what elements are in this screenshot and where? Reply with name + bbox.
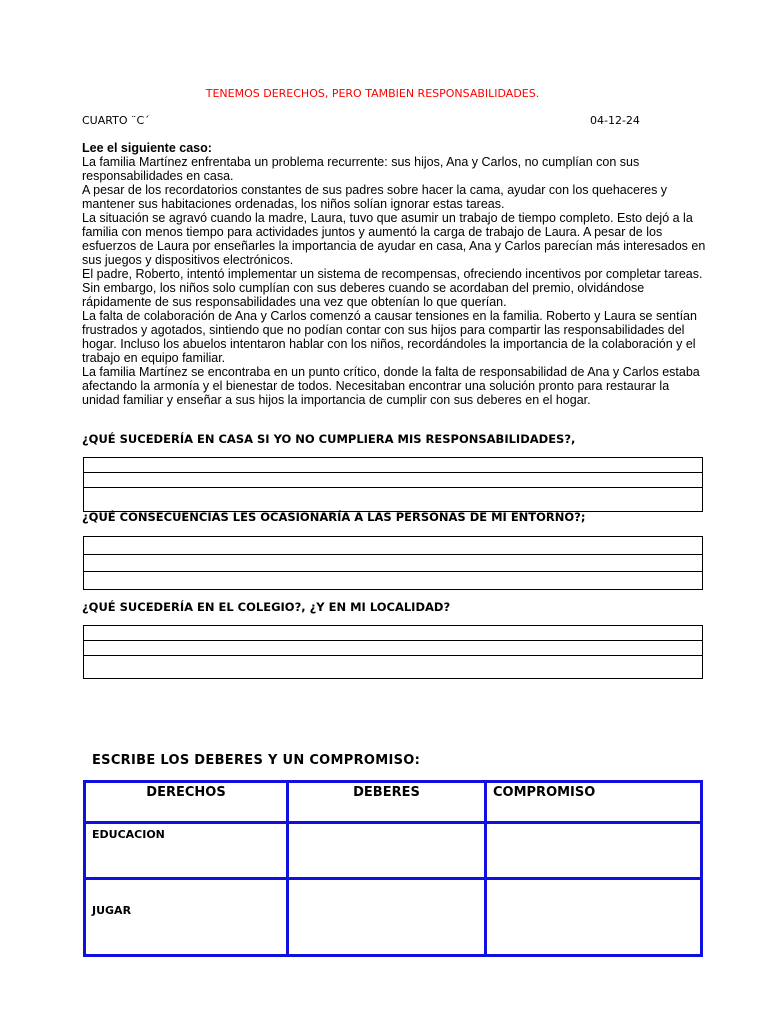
answer-line[interactable] <box>84 656 702 678</box>
story-heading: Lee el siguiente caso: <box>82 141 212 155</box>
question-3: ¿QUÉ SUCEDERÍA EN EL COLEGIO?, ¿Y EN MI LOCALIDAD? <box>82 600 451 614</box>
header-derechos: DERECHOS <box>85 782 288 823</box>
question-1: ¿QUÉ SUCEDERÍA EN CASA SI YO NO CUMPLIERA MIS RESPONSABILIDADES?, <box>82 432 576 446</box>
answer-line[interactable] <box>84 626 702 641</box>
question-2: ¿QUÉ CONSECUENCIAS LES OCASIONARÍA A LAS PERSONAS DE MI ENTORNO?; <box>82 510 586 524</box>
story-paragraph: La familia Martínez se encontraba en un punto crítico, donde la falta de responsabilidad de Ana y Carlos estaba afectando la armonía y el bienestar de todos. Necesitaban encontrar una solución pronto para restaurar la unidad familiar y enseñar a sus hijos la importancia de cumplir con sus deberes en el hogar. <box>82 365 700 407</box>
header-deberes: DEBERES <box>288 782 486 823</box>
story-paragraph: La familia Martínez enfrentaba un problema recurrente: sus hijos, Ana y Carlos, no cumplían con sus responsabilidades en casa. <box>82 155 640 183</box>
answer-line[interactable] <box>84 555 702 572</box>
answer-box-1 <box>83 457 703 512</box>
answer-line[interactable] <box>84 488 702 511</box>
answer-line[interactable] <box>84 537 702 555</box>
table-header-row <box>85 782 702 823</box>
answer-box-3 <box>83 625 703 679</box>
story-paragraph: A pesar de los recordatorios constantes de sus padres sobre hacer la cama, ayudar con los quehaceres y mantener sus habitaciones ordenadas, los niños solían ignorar estas tareas. <box>82 183 668 211</box>
duties-table <box>83 780 703 957</box>
answer-line[interactable] <box>84 641 702 656</box>
worksheet-title: TENEMOS DERECHOS, PERO TAMBIEN RESPONSABILIDADES. <box>205 87 540 100</box>
grade-label: CUARTO ¨C´ <box>82 114 150 127</box>
answer-box-2 <box>83 536 703 590</box>
story-paragraph: La situación se agravó cuando la madre, Laura, tuvo que asumir un trabajo de tiempo completo. Esto dejó a la familia con menos tiempo para actividades juntos y aumentó la carga de trabajo de Laura. A pesar de los esfuerzos de Laura por enseñarles la importancia de ayudar en casa, Ana y Carlos parecían más interesados en sus juegos y dispositivos electrónicos. <box>82 211 706 267</box>
row-label-educacion: EDUCACION <box>85 823 288 879</box>
date-label: 04-12-24 <box>590 114 640 127</box>
table-section-title: ESCRIBE LOS DEBERES Y UN COMPROMISO: <box>92 753 421 768</box>
story-paragraph: El padre, Roberto, intentó implementar un sistema de recompensas, ofreciendo incentivos por completar tareas. Sin embargo, los niños solo cumplían con sus deberes cuando se acordaban del premio, olvidándose rápidamente de sus responsabilidades una vez que obtenían lo que querían. <box>82 267 703 309</box>
compromiso-cell[interactable] <box>486 823 702 879</box>
answer-line[interactable] <box>84 572 702 589</box>
header-compromiso: COMPROMISO <box>486 782 702 823</box>
deberes-cell[interactable] <box>288 879 486 956</box>
case-story <box>82 141 707 407</box>
deberes-cell[interactable] <box>288 823 486 879</box>
compromiso-cell[interactable] <box>486 879 702 956</box>
story-paragraph: La falta de colaboración de Ana y Carlos comenzó a causar tensiones en la familia. Roberto y Laura se sentían frustrados y agotados, sintiendo que no podían contar con sus hijos para compartir las responsabilidades del hogar. Incluso los abuelos intentaron hablar con los niños, recordándoles la importancia de la colaboración y el trabajo en equipo familiar. <box>82 309 697 365</box>
answer-line[interactable] <box>84 473 702 488</box>
table-row <box>85 879 702 956</box>
table-row <box>85 823 702 879</box>
answer-line[interactable] <box>84 458 702 473</box>
row-label-jugar: JUGAR <box>85 879 288 956</box>
